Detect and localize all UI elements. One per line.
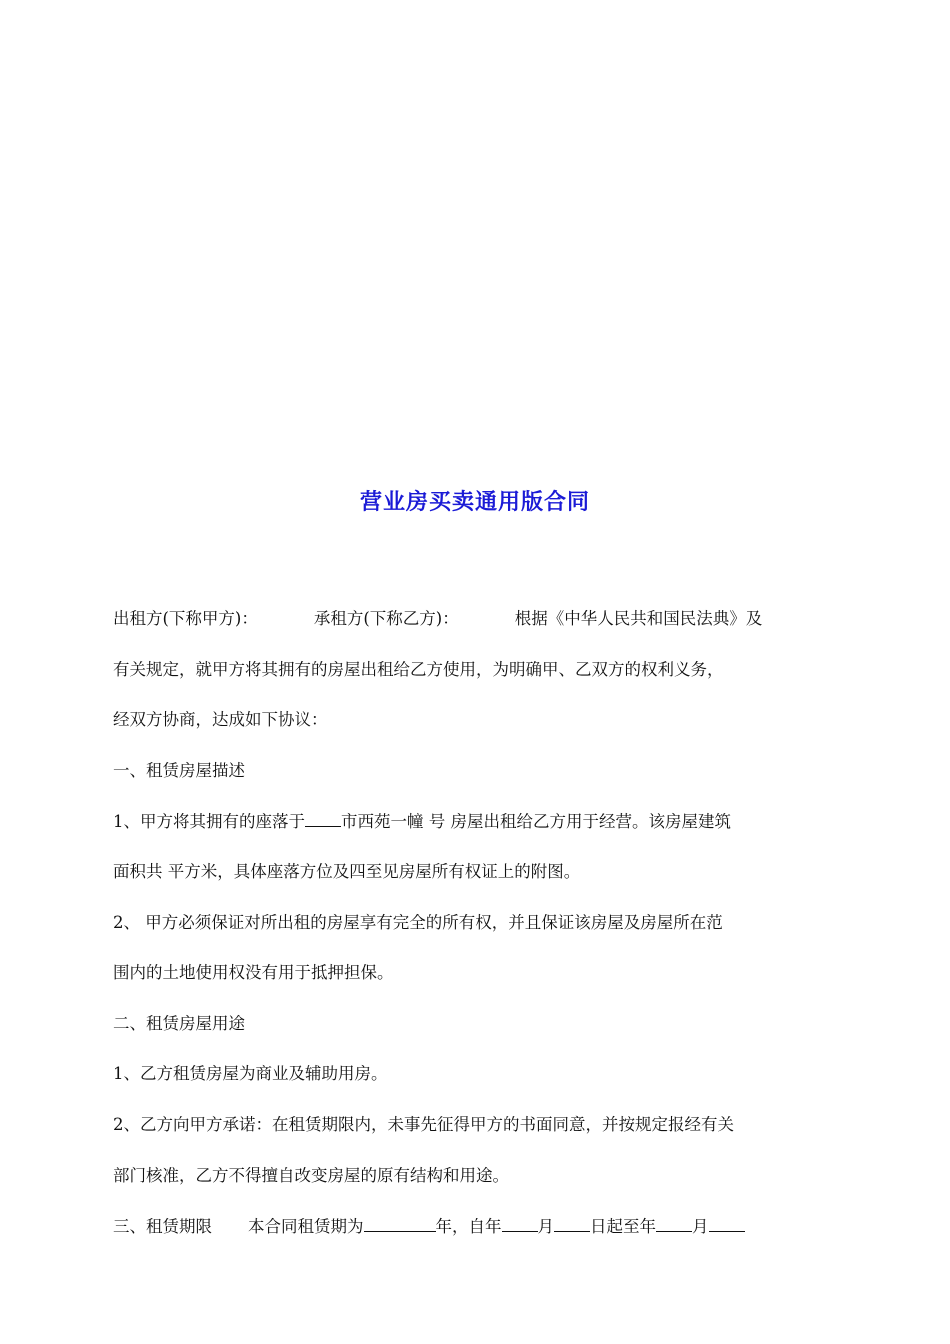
- end-day-blank: [709, 1209, 745, 1232]
- section-2-heading: 二、租赁房屋用途: [113, 1013, 245, 1033]
- term-text-e: 月: [692, 1217, 709, 1237]
- lessor-label: 出租方(下称甲方)：: [113, 609, 258, 628]
- city-blank: [305, 804, 341, 827]
- preamble-start: 根据《中华人民共和国民法典》及: [514, 609, 763, 628]
- section-2-item-1: 1、乙方租赁房屋为商业及辅助用房。: [113, 1064, 388, 1084]
- start-month-blank: [502, 1209, 538, 1232]
- section-1-item-1-line-2: 面积共 平方米，具体座落方位及四至见房屋所有权证上的附图。: [113, 861, 581, 881]
- term-text-c: 月: [537, 1217, 554, 1237]
- section-1-item-2-line-2: 围内的土地使用权没有用于抵押担保。: [113, 963, 394, 983]
- document-title: 营业房买卖通用版合同: [359, 490, 590, 515]
- section-1-item-1-rest: 市西苑一幢 号 房屋出租给乙方用于经营。该房屋建筑: [341, 812, 731, 832]
- section-1-heading: 一、租赁房屋描述: [113, 760, 245, 780]
- term-years-blank: [364, 1209, 436, 1232]
- parties-line: [113, 602, 837, 653]
- document-body: [113, 602, 837, 1260]
- term-text-b: 年，自年: [435, 1217, 502, 1237]
- section-2-item-2-line-2: 部门核准，乙方不得擅自改变房屋的原有结构和用途。: [113, 1165, 509, 1185]
- preamble-line-2: 有关规定，就甲方将其拥有的房屋出租给乙方使用，为明确甲、乙双方的权利义务，: [113, 659, 724, 679]
- section-2-item-2-line-1: 2、乙方向甲方承诺：在租赁期限内，未事先征得甲方的书面同意，并按规定报经有关: [113, 1114, 734, 1134]
- section-1-item-1-line-1: [113, 804, 837, 855]
- section-1-item-2-line-1: 2、 甲方必须保证对所出租的房屋享有完全的所有权，并且保证该房屋及房屋所在范: [113, 912, 723, 932]
- lessee-label: 承租方(下称乙方)：: [313, 609, 459, 628]
- section-1-item-1-prefix: 1、甲方将其拥有的座落于: [113, 812, 305, 832]
- section-3-heading: 三、租赁期限: [113, 1217, 212, 1237]
- end-month-blank: [656, 1209, 692, 1232]
- term-text-a: 本合同租赁期为: [248, 1217, 364, 1237]
- start-day-blank: [554, 1209, 590, 1232]
- section-3-line: [113, 1209, 837, 1260]
- preamble-line-3: 经双方协商，达成如下协议：: [113, 710, 328, 730]
- term-text-d: 日起至年: [590, 1217, 656, 1237]
